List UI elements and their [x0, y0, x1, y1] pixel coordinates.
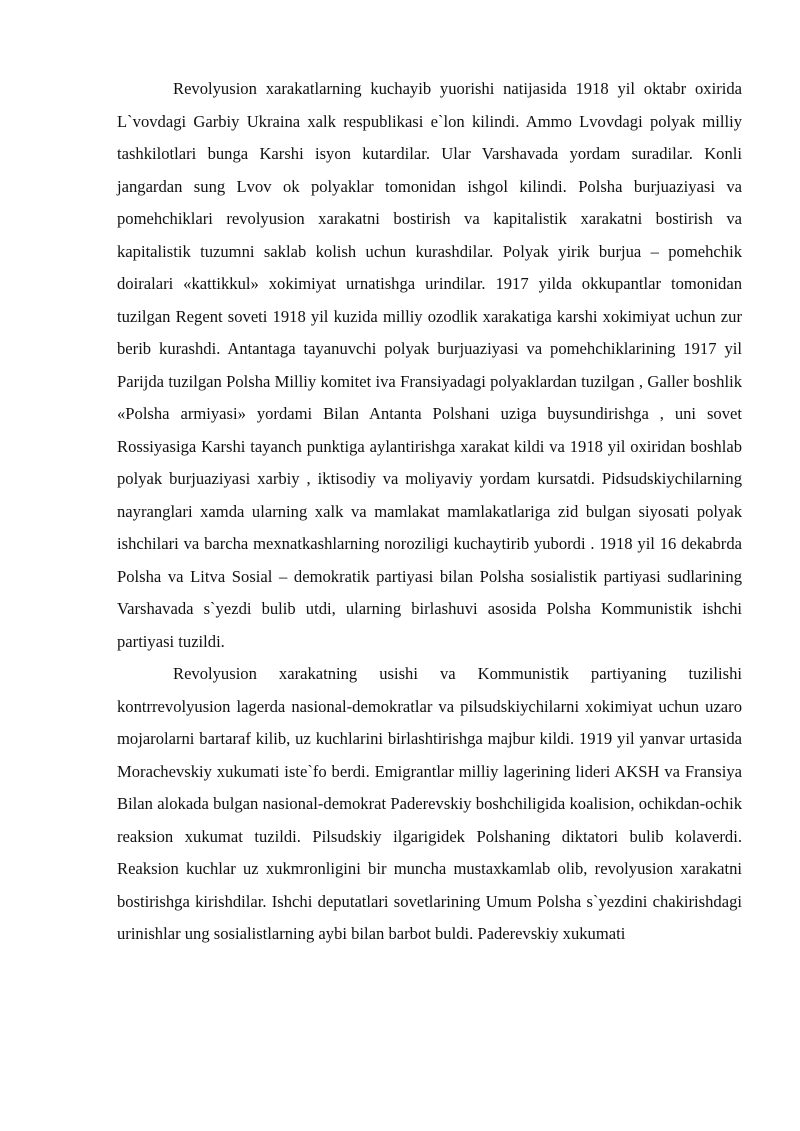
paragraph-1: Revolyusion xarakatlarning kuchayib yuorishi natijasida 1918 yil oktabr oxirida L`vovdagi Garbiy Ukraina xalk respublikasi e`lon kilindi. Ammo Lvovdagi polyak milliy tashkilotlari bunga Karshi isyon kutardilar. Ular Varshavada yordam suradilar. Konli jangardan sung Lvov ok polyaklar tomonidan ishgol kilindi. Polsha burjuaziyasi va pomehchiklari revolyusion xarakatni bostirish va kapitalistik xarakatni bostirish va kapitalistik tuzumni saklab kolish uchun kurashdilar. Polyak yirik burjua – pomehchik doiralari «kattikkul» xokimiyat urnatishga urindilar. 1917 yilda okkupantlar tomonidan tuzilgan Regent soveti 1918 yil kuzida milliy ozodlik xarakatiga karshi xokimiyat uchun zur berib kurashdi. Antantaga tayanuvchi polyak burjuaziyasi va pomehchiklarining 1917 yil Parijda tuzilgan Polsha Milliy komitet iva Fransiyadagi polyaklardan tuzilgan , Galler boshlik «Polsha armiyasi» yordami Bilan Antanta Polshani uziga buysundirishga , uni sovet Rossiyasiga Karshi tayanch punktiga aylantirishga xarakat kildi va 1918 yil oxiridan boshlab polyak burjuaziyasi xarbiy , iktisodiy va moliyaviy yordam kursatdi. Pidsudskiychilarning nayranglari xamda ularning xalk va mamlakat mamlakatlariga zid bulgan siyosati polyak ishchilari va barcha mexnatkashlarning noroziligi kuchaytirib yubordi . 1918 yil 16 dekabrda Polsha va Litva Sosial – demokratik partiyasi bilan Polsha sosialistik partiyasi sudlarining Varshavada s`yezdi bulib utdi, ularning birlashuvi asosida Polsha Kommunistik ishchi partiyasi tuzildi.	[117, 79, 742, 651]
document-body	[117, 73, 742, 951]
paragraph-2: Revolyusion xarakatning usishi va Kommunistik partiyaning tuzilishi kontrrevolyusion lagerda nasional-demokratlar va pilsudskiychilarni xokimiyat uchun uzaro mojarolarni bartaraf kilib, uz kuchlarini birlashtirishga majbur kildi. 1919 yil yanvar urtasida Morachevskiy xukumati iste`fo berdi. Emigrantlar milliy lagerining lideri AKSH va Fransiya Bilan alokada bulgan nasional-demokrat Paderevskiy boshchiligida koalision, ochikdan-ochik reaksion xukumat tuzildi. Pilsudskiy ilgarigidek Polshaning diktatori bulib kolaverdi. Reaksion kuchlar uz xukmronligini bir muncha mustaxkamlab olib, revolyusion xarakatni bostirishga kirishdilar. Ishchi deputatlari sovetlarining Umum Polsha s`yezdini chakirishdagi urinishlar ung sosialistlarning aybi bilan barbot buldi. Paderevskiy xukumati	[117, 664, 742, 943]
